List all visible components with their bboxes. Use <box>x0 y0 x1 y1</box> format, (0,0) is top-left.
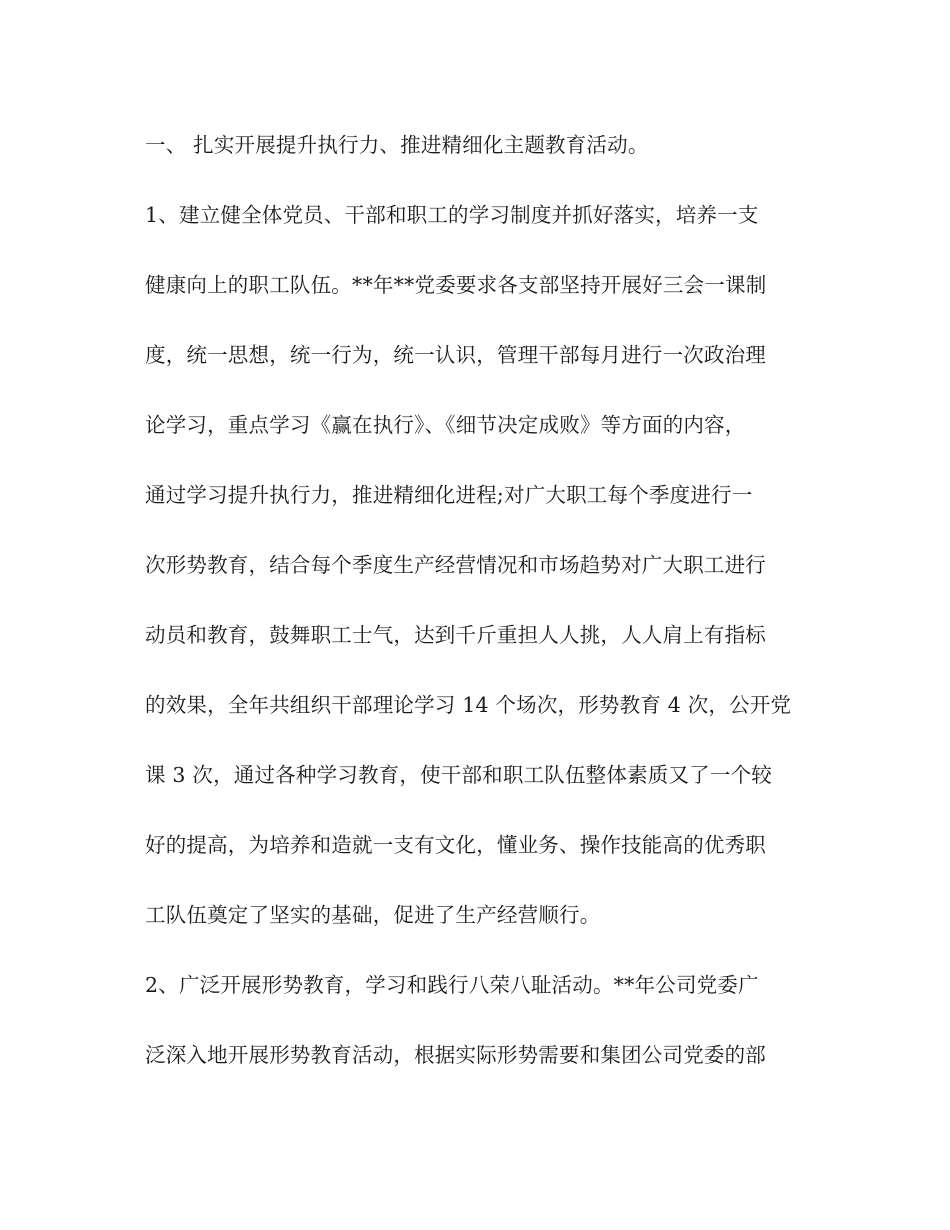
paragraph-line: 通过学习提升执行力，推进精细化进程;对广大职工每个季度进行一 <box>145 483 753 507</box>
paragraph-line: 1、建立健全体党员、干部和职工的学习制度并抓好落实，培养一支 <box>145 203 759 227</box>
paragraph-line: 好的提高，为培养和造就一支有文化，懂业务、操作技能高的优秀职 <box>145 833 766 857</box>
paragraph-line: 工队伍奠定了坚实的基础，促进了生产经营顺行。 <box>145 903 601 927</box>
paragraph-line: 动员和教育，鼓舞职工士气，达到千斤重担人人挑，人人肩上有指标 <box>145 623 766 647</box>
paragraph-line: 课 3 次，通过各种学习教育，使干部和职工队伍整体素质又了一个较 <box>145 763 772 787</box>
paragraph-line: 2、广泛开展形势教育，学习和践行八荣八耻活动。**年公司党委广 <box>145 973 759 997</box>
paragraph-line: 论学习，重点学习《赢在执行》、《细节决定成败》等方面的内容， <box>145 413 746 437</box>
paragraph-line: 泛深入地开展形势教育活动，根据实际形势需要和集团公司党委的部 <box>145 1043 766 1067</box>
paragraph-line: 的效果，全年共组织干部理论学习 14 个场次，形势教育 4 次，公开党 <box>145 693 792 717</box>
paragraph-line: 健康向上的职工队伍。**年**党委要求各支部坚持开展好三会一课制 <box>145 273 767 297</box>
paragraph-line: 次形势教育，结合每个季度生产经营情况和市场趋势对广大职工进行 <box>145 553 766 577</box>
section-heading: 一、 扎实开展提升执行力、推进精细化主题教育活动。 <box>145 133 649 157</box>
paragraph-line: 度，统一思想，统一行为，统一认识，管理干部每月进行一次政治理 <box>145 343 766 367</box>
